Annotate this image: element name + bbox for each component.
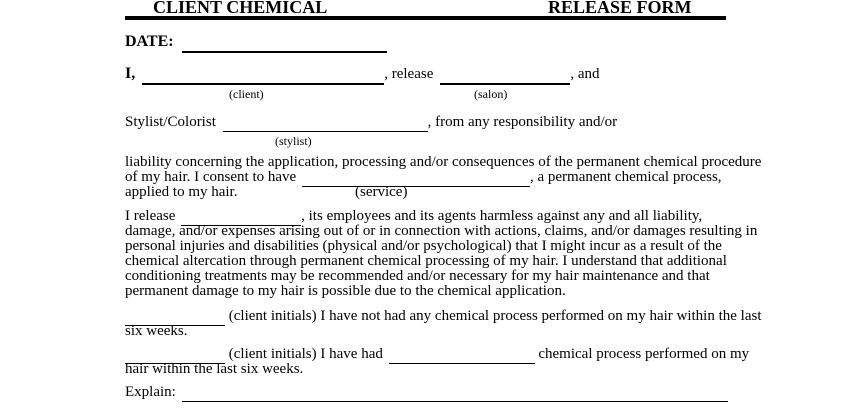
explain-label: Explain: [125, 384, 176, 400]
liability-line-1: liability concerning the application, processing and/or consequences of the permanent chemical procedure [125, 154, 762, 170]
consent-suffix: , a permanent chemical process, [529, 169, 722, 185]
explain-row [125, 384, 728, 402]
title-left: CLIENT CHEMICAL [153, 0, 328, 17]
client-name-field[interactable] [142, 65, 384, 85]
release-line-2: damage, and/or expenses arising out of or in connection with actions, claims, and/or damages resulting in [125, 223, 758, 239]
release-line-3: personal injuries and disabilities (physical and/or psychological) that I might incur as a result of the [125, 238, 722, 254]
stylist-row [125, 114, 617, 132]
explain-field[interactable] [182, 384, 728, 402]
stylist-field[interactable] [223, 114, 428, 132]
initials-2-text-b: chemical process performed on my [538, 346, 750, 362]
initials-1-line-1 [125, 308, 762, 326]
date-label: DATE: [125, 33, 174, 50]
release-line-1-prefix: I release [125, 208, 176, 224]
stylist-suffix: , from any responsibility and/or [427, 114, 618, 130]
initials-2-line-2: hair within the last six weeks. [125, 361, 304, 377]
liability-line-3: applied to my hair. [125, 184, 238, 200]
chemical-process-field[interactable] [389, 346, 535, 364]
release-word: , release [384, 66, 434, 82]
and-word: , and [570, 66, 600, 82]
consent-prefix: of my hair. I consent to have [125, 169, 297, 185]
stylist-caption: (stylist) [275, 134, 312, 148]
release-line-4: chemical altercation through permanent chemical processing of my hair. I understand that additional [125, 253, 727, 269]
client-caption: (client) [229, 87, 264, 101]
date-field[interactable] [182, 33, 387, 53]
release-line-6: permanent damage to my hair is possible due to the chemical application. [125, 283, 566, 299]
service-field[interactable] [302, 169, 530, 187]
stylist-label: Stylist/Colorist [125, 114, 216, 130]
service-caption: (service) [355, 184, 408, 200]
salon-name-field[interactable] [440, 65, 570, 85]
release-line-1-suffix: , its employees and its agents harmless against any and all liability, [301, 208, 703, 224]
release-row [125, 65, 600, 85]
release-line-5: conditioning treatments may be recommended and/or necessary for my hair maintenance and that [125, 268, 710, 284]
initials-1-text: (client initials) I have not had any chemical process performed on my hair within the last [228, 308, 762, 324]
initials-2-text-a: (client initials) I have had [228, 346, 383, 362]
date-row [125, 33, 387, 53]
title-right: RELEASE FORM [548, 0, 692, 17]
initials-1-line-2: six weeks. [125, 323, 188, 339]
salon-caption: (salon) [474, 87, 508, 101]
release-prefix: I, [125, 65, 136, 82]
